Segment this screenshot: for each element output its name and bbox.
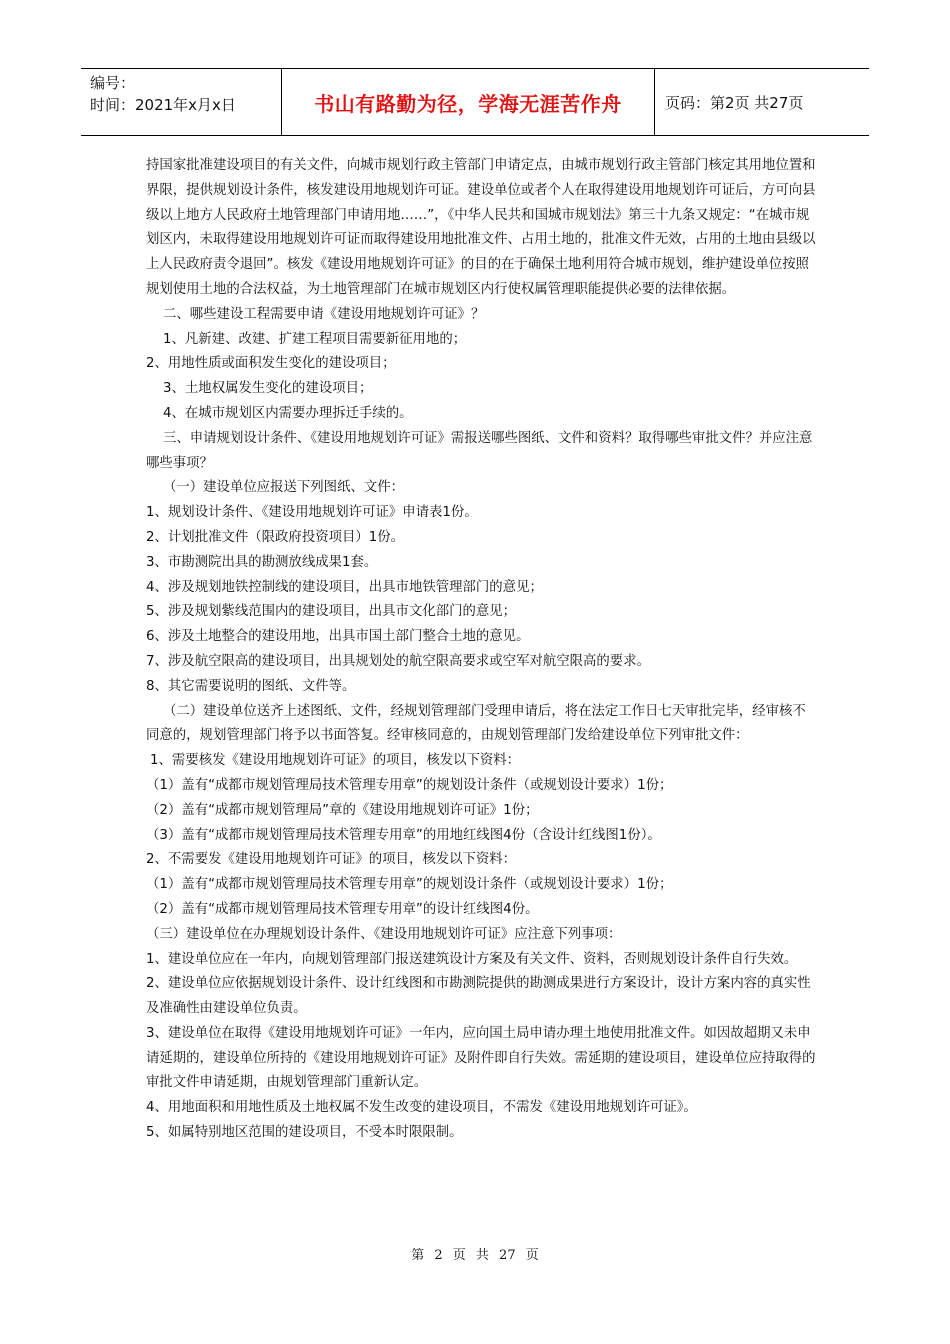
body-paragraph: （2）盖有“成都市规划管理局技术管理专用章”的设计红线图4份。 [146, 901, 539, 917]
body-paragraph: 2、计划批准文件（限政府投资项目）1份。 [146, 529, 405, 545]
body-paragraph: 2、建设单位应依据规划设计条件、设计红线图和市勘测院提供的勘测成果进行方案设计，设计方案内容的真实性及准确性由建设单位负责。 [146, 976, 811, 1017]
body-paragraph: 5、涉及规划紫线范围内的建设项目，出具市文化部门的意见； [146, 604, 517, 620]
document-number-label: 编号： [90, 74, 136, 92]
body-paragraph: 7、涉及航空限高的建设项目，出具规划处的航空限高要求或空军对航空限高的要求。 [146, 653, 650, 669]
body-paragraph: 1、建设单位应在一年内，向规划管理部门报送建筑设计方案及有关文件、资料，否则规划设计条件自行失效。 [146, 951, 798, 967]
document-date-label: 时间：2021年x月x日 [90, 96, 236, 114]
body-paragraph: 5、如属特别地区范围的建设项目，不受本时限限制。 [146, 1125, 463, 1141]
body-paragraph: （二）建设单位送齐上述图纸、文件，经规划管理部门受理申请后，将在法定工作日七天审批完毕，经审核不同意的，规划管理部门将予以书面答复。经审核同意的，由规划管理部门发给建设单位下列审批文件： [146, 703, 806, 744]
body-paragraph: 4、在城市规划区内需要办理拆迁手续的。 [163, 405, 413, 421]
page-footer: 第 2 页 共 27 页 [411, 1248, 539, 1263]
body-paragraph: 4、用地面积和用地性质及土地权属不发生改变的建设项目，不需发《建设用地规划许可证》。 [146, 1100, 697, 1116]
document-body [146, 154, 818, 1146]
body-paragraph: 4、涉及规划地铁控制线的建设项目，出具市地铁管理部门的意见； [146, 579, 543, 595]
body-paragraph: 3、土地权属发生变化的建设项目； [163, 381, 373, 397]
body-paragraph: （3）盖有“成都市规划管理局技术管理专用章”的用地红线图4份（含设计红线图1份）。 [146, 827, 661, 843]
body-paragraph: （1）盖有“成都市规划管理局技术管理专用章”的规划设计条件（或规划设计要求）1份； [146, 877, 673, 893]
body-paragraph: 持国家批准建设项目的有关文件，向城市规划行政主管部门申请定点，由城市规划行政主管部门核定其用地位置和界限，提供规划设计条件，核发建设用地规划许可证。建设单位或者个人在取得建设用地规划许可证后，方可向县级以上地方人民政府土地管理部门申请用地……”，《中华人民共和国城市规划法》第三十九条又规定：“在城市规划区内，未取得建设用地规划许可证而取得建设用地批准文件、占用土地的，批准文件无效，占用的土地由县级以上人民政府责令退回”。核发《建设用地规划许可证》的目的在于确保土地利用符合城市规划，维护建设单位按照规划使用土地的合法权益，为土地管理部门在城市规划区内行使权属管理职能提供必要的法律依据。 [146, 158, 816, 297]
body-paragraph: 3、市勘测院出具的勘测放线成果1套。 [146, 554, 378, 570]
header-motto: 书山有路勤为径，学海无涯苦作舟 [282, 69, 655, 135]
body-paragraph: 3、建设单位在取得《建设用地规划许可证》一年内，应向国土局申请办理土地使用批准文件。如因故超期又未申请延期的，建设单位所持的《建设用地规划许可证》及附件即自行失效。需延期的建设项目，建设单位应持取得的审批文件申请延期，由规划管理部门重新认定。 [146, 1025, 816, 1091]
body-paragraph: 二、哪些建设工程需要申请《建设用地规划许可证》？ [163, 306, 485, 322]
page-header [81, 68, 869, 136]
body-paragraph: 1、规划设计条件、《建设用地规划许可证》申请表1份。 [146, 505, 478, 521]
body-paragraph: 三、申请规划设计条件、《建设用地规划许可证》需报送哪些图纸、文件和资料？取得哪些审批文件？并应注意哪些事项？ [146, 430, 813, 471]
header-page-info: 页码：第2页 共27页 [665, 93, 804, 112]
body-paragraph: 2、不需要发《建设用地规划许可证》的项目，核发以下资料： [146, 852, 517, 868]
body-paragraph: 6、涉及土地整合的建设用地，出具市国土部门整合土地的意见。 [146, 629, 530, 645]
body-paragraph: （一）建设单位应报送下列图纸、文件： [163, 480, 405, 496]
body-paragraph: 2、用地性质或面积发生变化的建设项目； [146, 356, 396, 372]
body-paragraph: 1、需要核发《建设用地规划许可证》的项目，核发以下资料： [150, 753, 521, 769]
body-paragraph: 1、凡新建、改建、扩建工程项目需要新征用地的； [163, 331, 467, 347]
header-left-cell [81, 69, 282, 135]
body-paragraph: 8、其它需要说明的图纸、文件等。 [146, 678, 356, 694]
body-paragraph: （1）盖有“成都市规划管理局技术管理专用章”的规划设计条件（或规划设计要求）1份； [146, 777, 673, 793]
body-paragraph: （2）盖有“成都市规划管理局”章的《建设用地规划许可证》1份； [146, 802, 539, 818]
body-paragraph: （三）建设单位在办理规划设计条件、《建设用地规划许可证》应注意下列事项： [146, 926, 622, 942]
